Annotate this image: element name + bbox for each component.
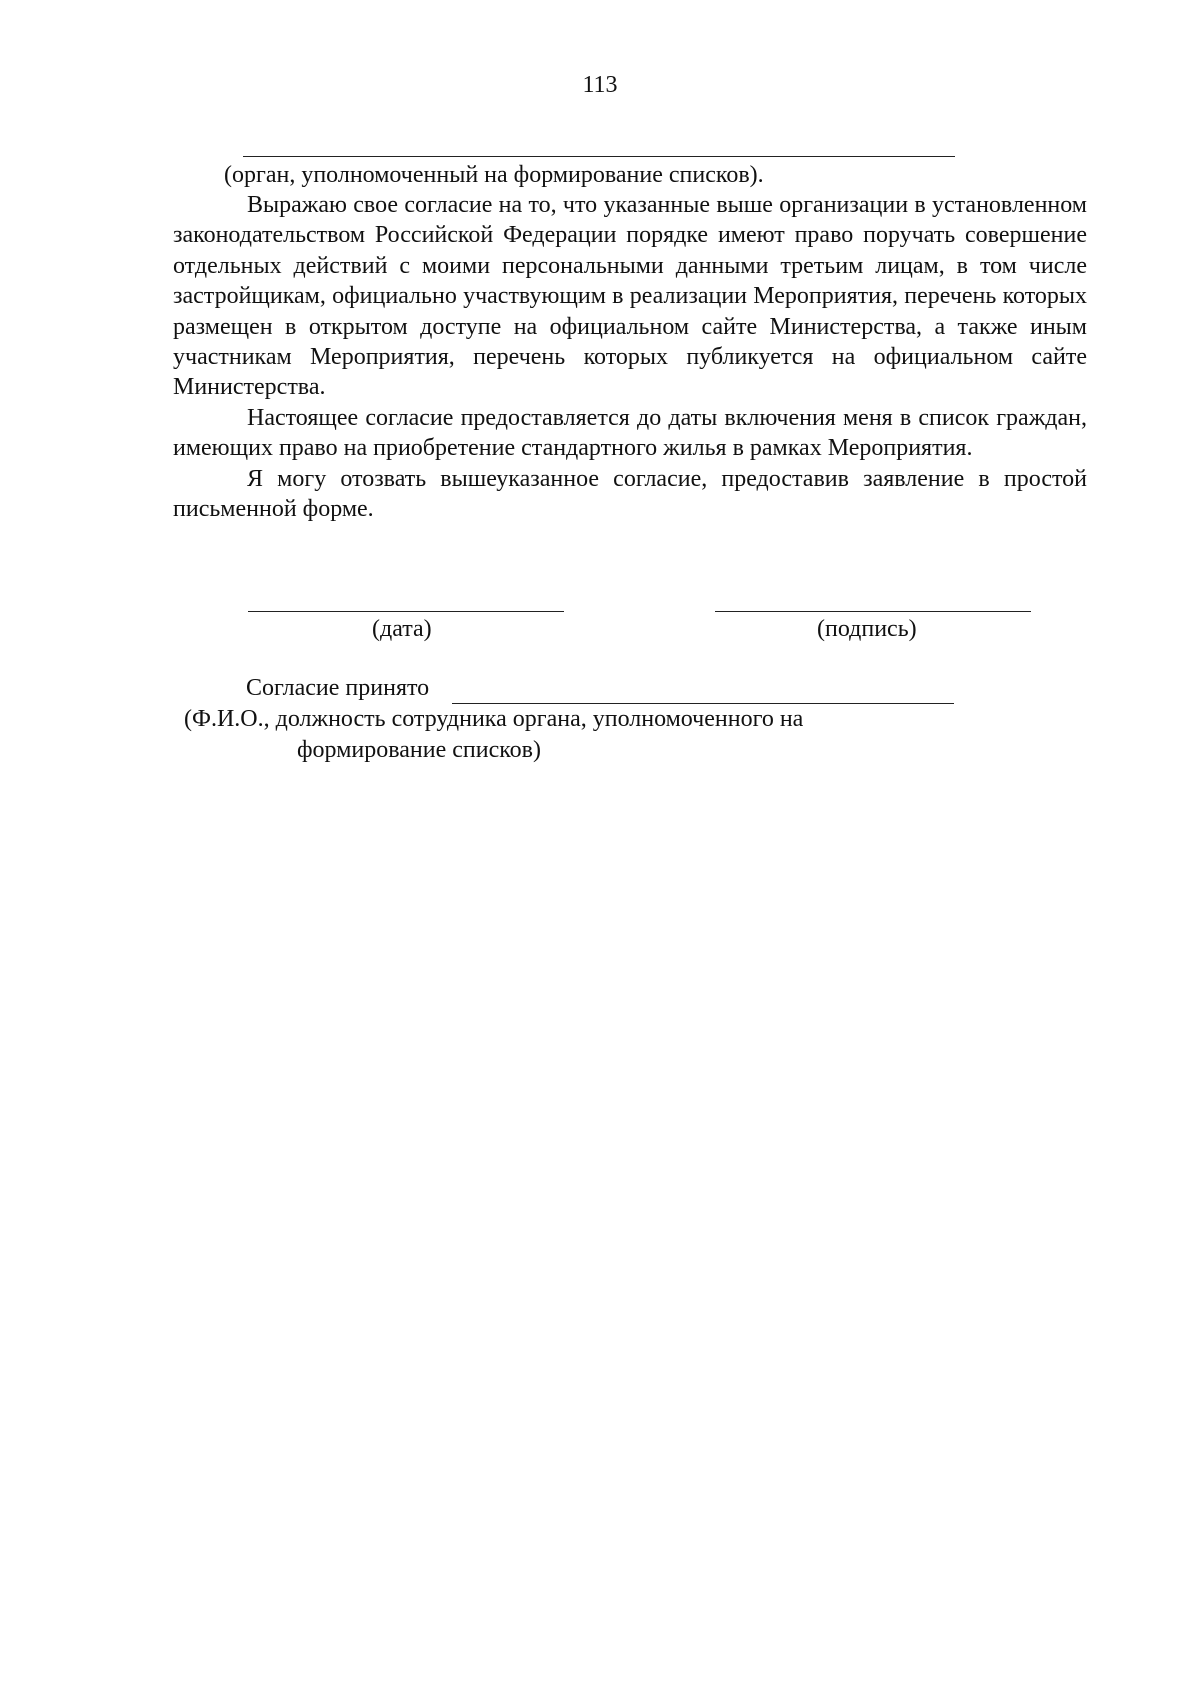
consent-paragraph-revocation: Я могу отозвать вышеуказанное согласие, предоставив заявление в простой письменной форме. — [173, 465, 1087, 523]
authority-caption: (орган, уполномоченный на формирование списков). — [224, 162, 764, 188]
page-number: 113 — [582, 72, 618, 98]
consent-paragraph-transfer: Выражаю свое согласие на то, что указанные выше организации в установленном законодательством Российской Федерации порядке имеют право поручать совершение отдельных действий с моими персональными данными третьим лицам, в том числе застройщикам, официально участвующим в реализации Мероприятия, перечень которых размещен в открытом доступе на официальном сайте Министерства, а также иным участникам Мероприятия, перечень которых публикуется на официальном сайте Министерства. — [173, 192, 1087, 401]
date-caption: (дата) — [372, 616, 432, 642]
signature-caption: (подпись) — [817, 616, 917, 642]
consent-body — [173, 190, 1087, 524]
date-fill-line — [248, 611, 564, 612]
signature-fill-line — [715, 611, 1031, 612]
consent-accepted-label: Согласие принято — [246, 675, 430, 701]
officer-caption-line-1: (Ф.И.О., должность сотрудника органа, уполномоченного на — [184, 706, 804, 732]
officer-caption-line-2: формирование списков) — [297, 737, 541, 763]
consent-paragraph-validity: Настоящее согласие предоставляется до даты включения меня в список граждан, имеющих право на приобретение стандартного жилья в рамках Мероприятия. — [173, 404, 1087, 462]
authority-fill-line — [243, 156, 955, 157]
